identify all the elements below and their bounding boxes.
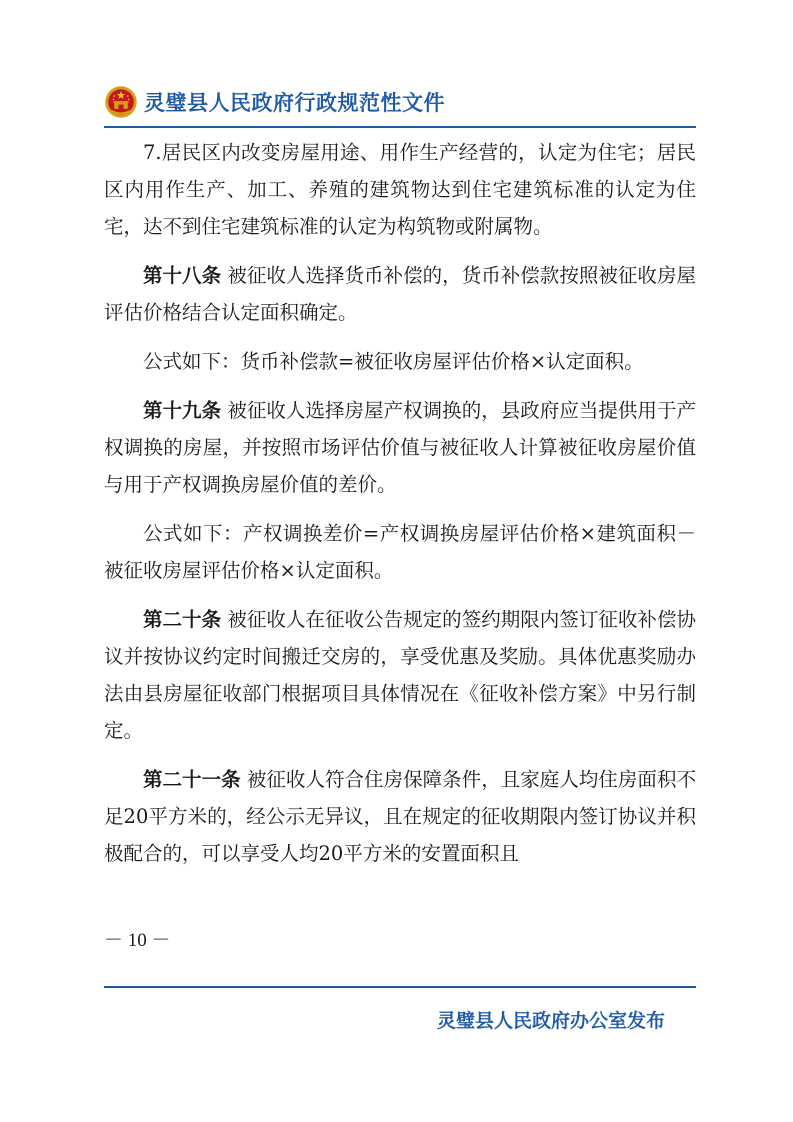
paragraph-text: 被征收人在征收公告规定的签约期限内签订征收补偿协议并按协议约定时间搬迁交房的，享受优惠及奖励。具体优惠奖励办法由县房屋征收部门根据项目具体情况在《征收补偿方案》中另行制定。 <box>104 608 696 742</box>
paragraph-article-18 <box>104 257 696 331</box>
footer-divider <box>104 986 696 988</box>
national-emblem-icon <box>104 85 138 119</box>
article-heading: 第十八条 <box>143 264 222 287</box>
paragraph-text: 被征收人符合住房保障条件，且家庭人均住房面积不足20平方米的，经公示无异议，且在规定的征收期限内签订协议并积极配合的，可以享受人均20平方米的安置面积且 <box>104 768 696 865</box>
footer-publisher: 灵璧县人民政府办公室发布 <box>436 1010 665 1032</box>
paragraph-item-7 <box>104 134 696 245</box>
document-header <box>104 82 445 122</box>
paragraph-text: 被征收人选择房屋产权调换的，县政府应当提供用于产权调换的房屋，并按照市场评估价值与被征收人计算被征收房屋价值与用于产权调换房屋价值的差价。 <box>104 399 696 496</box>
paragraph-text: 被征收人选择货币补偿的，货币补偿款按照被征收房屋评估价格结合认定面积确定。 <box>104 264 696 324</box>
paragraph-article-20 <box>104 601 696 749</box>
article-heading: 第十九条 <box>143 399 222 422</box>
article-heading: 第二十一条 <box>143 768 241 791</box>
document-body <box>104 134 696 872</box>
paragraph-formula-18 <box>104 343 696 380</box>
paragraph-formula-19 <box>104 515 696 589</box>
article-heading: 第二十条 <box>143 608 222 631</box>
paragraph-text: 公式如下：货币补偿款=被征收房屋评估价格×认定面积。 <box>143 350 644 373</box>
paragraph-article-21 <box>104 761 696 872</box>
page-number: － 10 － <box>104 930 171 951</box>
paragraph-text: 7.居民区内改变房屋用途、用作生产经营的，认定为住宅；居民区内用作生产、加工、养殖的建筑物达到住宅建筑标准的认定为住宅，达不到住宅建筑标准的认定为构筑物或附属物。 <box>104 141 696 238</box>
paragraph-text: 公式如下：产权调换差价=产权调换房屋评估价格×建筑面积－被征收房屋评估价格×认定面积。 <box>104 522 696 582</box>
header-title: 灵璧县人民政府行政规范性文件 <box>144 91 445 115</box>
header-divider <box>104 126 696 128</box>
paragraph-article-19 <box>104 392 696 503</box>
